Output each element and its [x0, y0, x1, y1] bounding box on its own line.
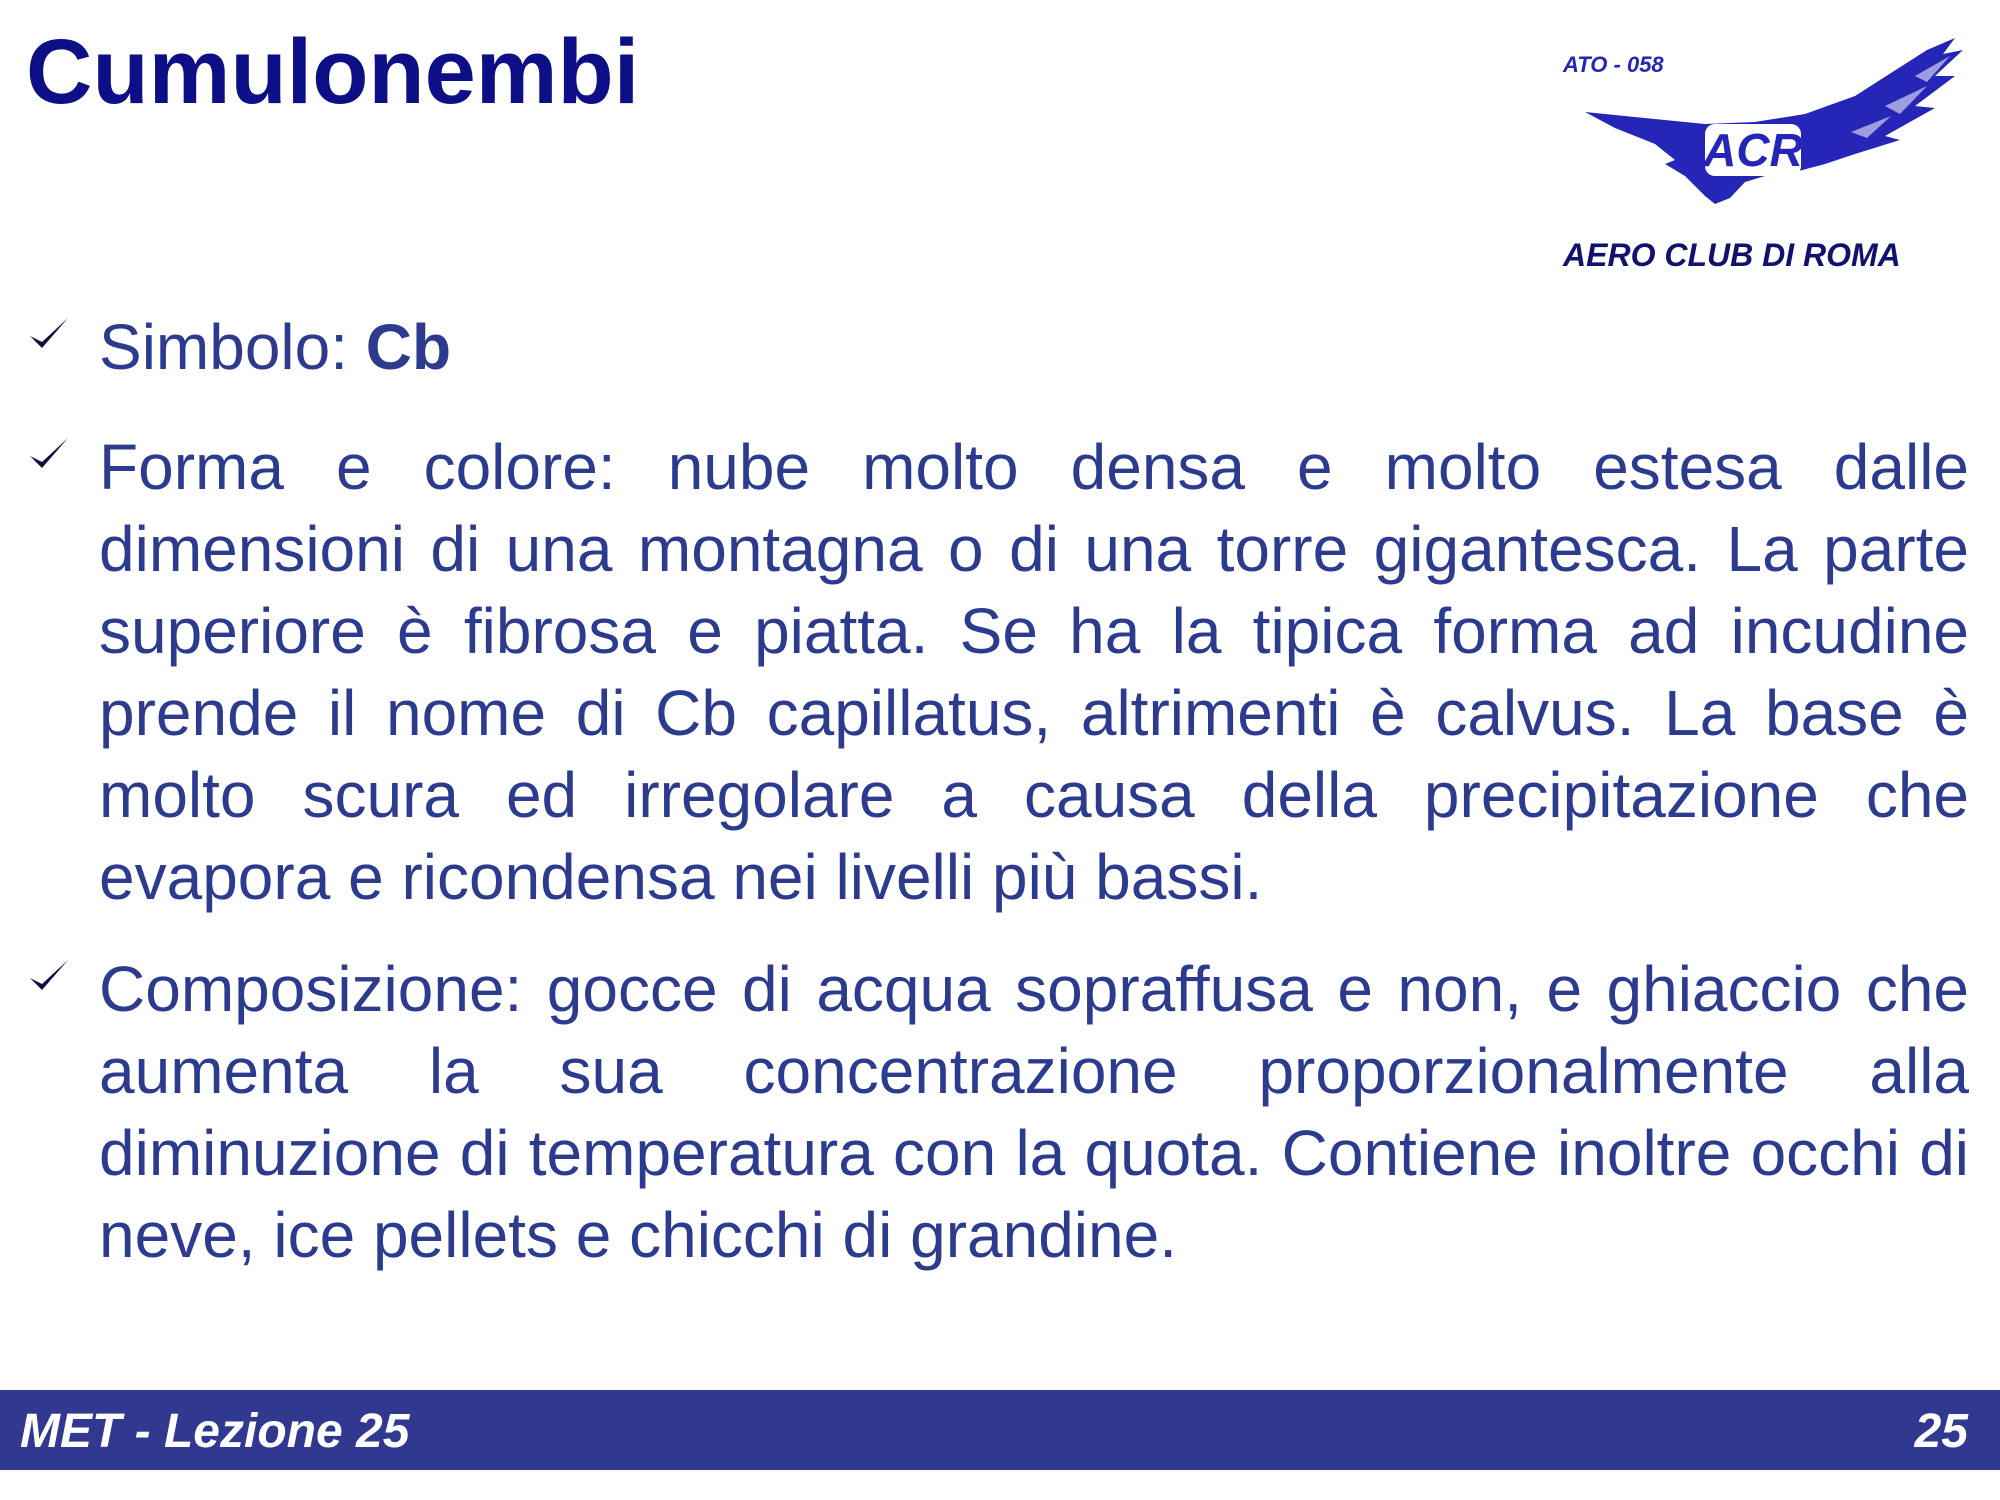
bullet-symbol-label: Simbolo:	[99, 311, 366, 383]
bullet-item-composition	[24, 948, 1969, 1276]
bullet-shape-color-text: Forma e colore: nube molto densa e molto estesa dalle dimensioni di una montagna o di una torre gigantesca. La parte superiore è fibrosa e piatta. Se ha la tipica forma ad incudine prende il nome di Cb capillatus, altrimenti è calvus. La base è molto scura ed irregolare a causa della precipitazione che evapora e ricondensa nei livelli più bassi.	[99, 431, 1969, 913]
bullet-composition-text: Composizione: gocce di acqua sopraffusa e non, e ghiaccio che aumenta la sua concentrazione proporzionalmente alla diminuzione di temperatura con la quota. Contiene inoltre occhi di neve, ice pellets e chicchi di grandine.	[99, 953, 1969, 1271]
checkmark-icon	[26, 312, 70, 356]
footer-lesson-label: MET - Lezione 25	[20, 1405, 410, 1458]
bullet-symbol-value: Cb	[365, 311, 452, 383]
slide-title: Cumulonembi	[26, 21, 640, 123]
bullet-list	[24, 306, 1969, 1306]
bullet-item-shape-color	[24, 426, 1969, 918]
bullet-item-symbol	[24, 306, 1969, 388]
checkmark-icon	[26, 954, 70, 998]
logo-bottom-text: AERO CLUB DI ROMA	[1563, 237, 1901, 273]
logo-top-text: ATO - 058	[1563, 52, 1664, 77]
eagle-logo-icon	[1555, 36, 1995, 276]
logo-monogram: ACR	[1703, 124, 1803, 176]
checkmark-icon	[26, 432, 70, 476]
aero-club-logo	[1555, 36, 1995, 276]
page-number: 25	[1914, 1405, 1968, 1458]
footer-bar	[0, 1390, 2000, 1470]
